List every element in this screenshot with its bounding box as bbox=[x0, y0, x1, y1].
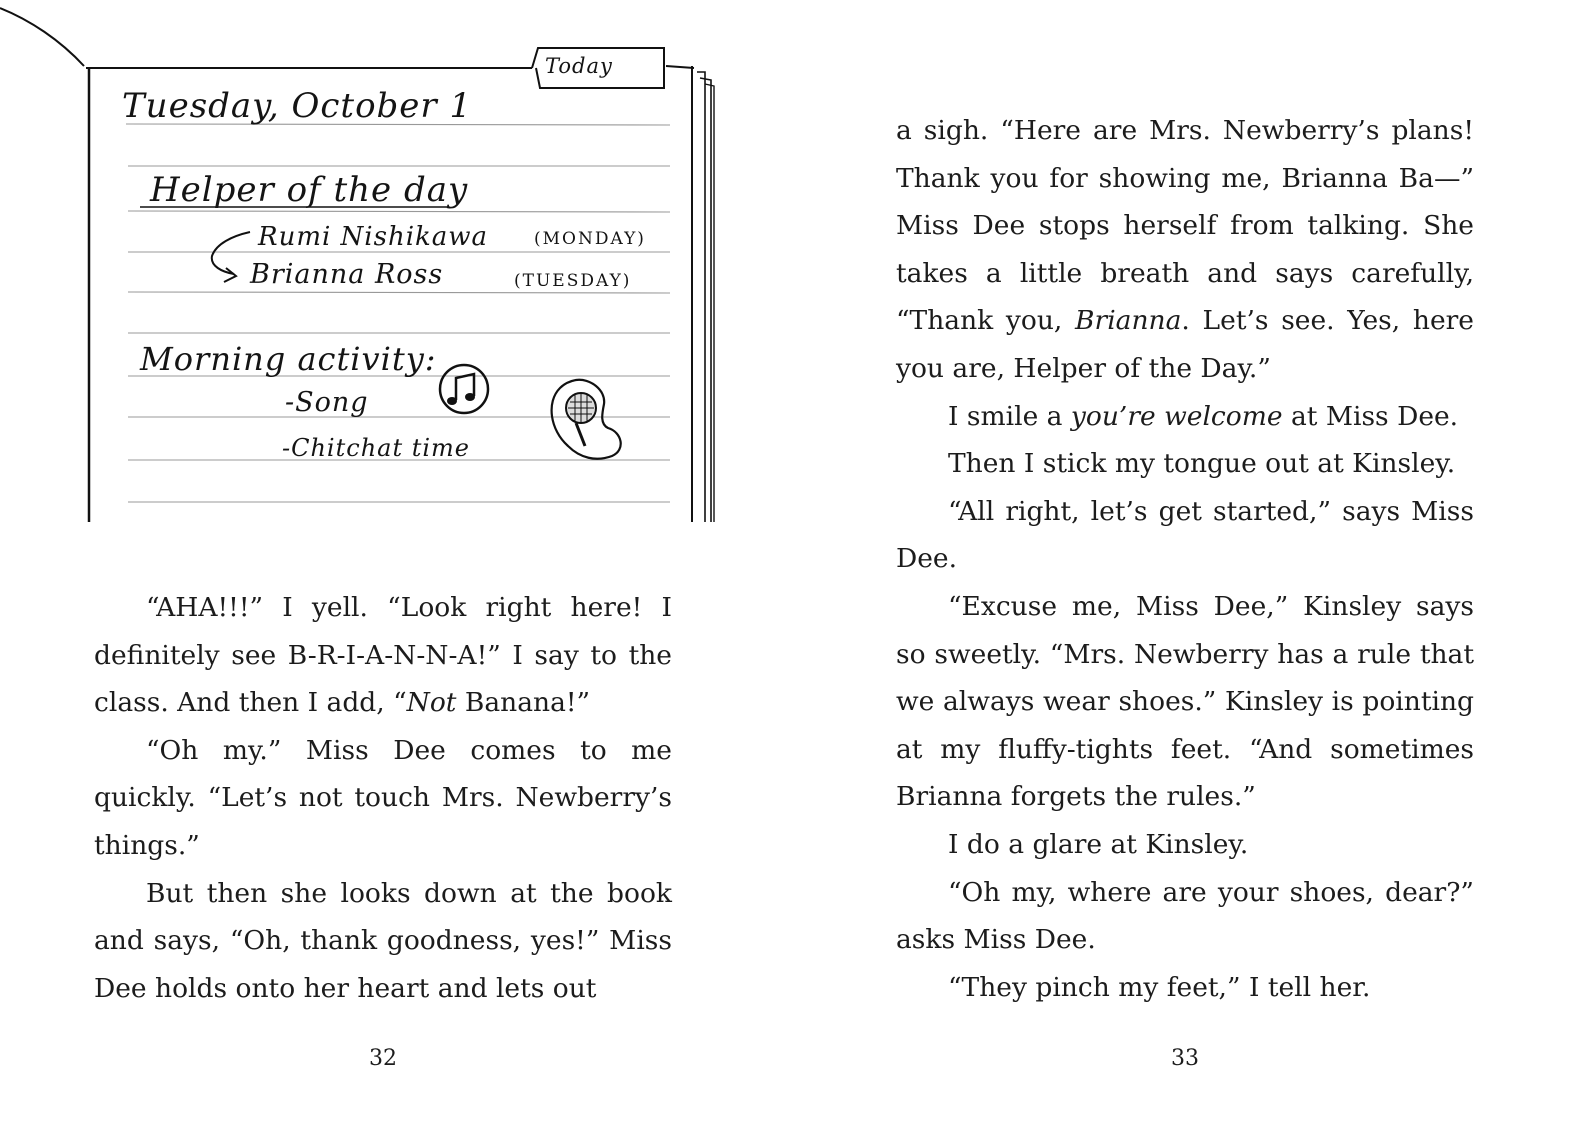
paragraph bbox=[896, 488, 1474, 583]
text-run: “All right, let’s get started,” says Miss Dee. bbox=[896, 495, 1474, 575]
paragraph bbox=[94, 584, 672, 727]
left-page-text bbox=[94, 584, 672, 1012]
paragraph bbox=[896, 440, 1474, 488]
text-run: “AHA!!!” I yell. “Look right here! I definitely see B-R-I-A-N-N-A!” I say to the class. And then I add, “ bbox=[94, 592, 672, 719]
text-run: “Oh my.” Miss Dee comes to me quickly. “Let’s not touch Mrs. Newberry’s things.” bbox=[94, 734, 672, 861]
paragraph bbox=[896, 393, 1474, 441]
text-run: I smile a bbox=[948, 400, 1071, 432]
paragraph bbox=[896, 583, 1474, 821]
planner-helper-1-day: (MONDAY) bbox=[534, 229, 646, 249]
planner-activity-2: -Chitchat time bbox=[282, 434, 471, 462]
text-run: “Excuse me, Miss Dee,” Kinsley says so sweetly. “Mrs. Newberry has a rule that we always wear shoes.” Kinsley is pointing at my fluffy-tights feet. “And sometimes Brianna forgets the rules.” bbox=[896, 590, 1474, 813]
text-run-italic: you’re welcome bbox=[1070, 400, 1283, 432]
planner-tab-label: Today bbox=[545, 54, 613, 78]
text-run-italic: Brianna bbox=[1075, 305, 1182, 337]
planner-helper-2-day: (TUESDAY) bbox=[514, 271, 632, 291]
page-number: 32 bbox=[369, 1046, 397, 1071]
right-page-text bbox=[896, 107, 1474, 1011]
paragraph bbox=[896, 821, 1474, 869]
planner-date: Tuesday, October 1 bbox=[122, 86, 473, 126]
text-run: Banana!” bbox=[456, 687, 591, 719]
planner-helper-heading: Helper of the day bbox=[150, 170, 469, 210]
microphone-icon bbox=[552, 380, 621, 459]
planner-helper-1-name: Rumi Nishikawa bbox=[258, 222, 489, 252]
text-run: . Let’s see. Yes, here you are, Helper of the Day.” bbox=[896, 305, 1474, 384]
paragraph bbox=[896, 107, 1474, 393]
paragraph bbox=[94, 870, 672, 1013]
text-run: Then I stick my tongue out at Kinsley. bbox=[948, 448, 1456, 480]
page-number: 33 bbox=[1171, 1046, 1199, 1071]
planner-activity-1: -Song bbox=[285, 387, 369, 418]
text-run: “Oh my, where are your shoes, dear?” asks Miss Dee. bbox=[896, 876, 1474, 956]
paragraph bbox=[896, 869, 1474, 964]
text-run: But then she looks down at the book and says, “Oh, thank goodness, yes!” Miss Dee holds onto her heart and lets out bbox=[94, 877, 672, 1004]
paragraph bbox=[94, 727, 672, 870]
planner-helper-2-name: Brianna Ross bbox=[250, 259, 444, 290]
planner-morning-heading: Morning activity: bbox=[140, 340, 437, 378]
text-run: a sigh. “Here are Mrs. Newberry’s plans! Thank you for showing me, Brianna Ba—” Miss Dee stops herself from talking. She takes a little breath and says carefully, “Thank you, bbox=[896, 115, 1474, 337]
paragraph bbox=[896, 964, 1474, 1012]
planner-illustration bbox=[0, 0, 730, 530]
text-run: “They pinch my feet,” I tell her. bbox=[948, 971, 1371, 1003]
music-note-icon bbox=[440, 365, 488, 413]
text-run: I do a glare at Kinsley. bbox=[948, 828, 1249, 860]
text-run-italic: Not bbox=[406, 687, 457, 719]
text-run: at Miss Dee. bbox=[1282, 400, 1459, 432]
